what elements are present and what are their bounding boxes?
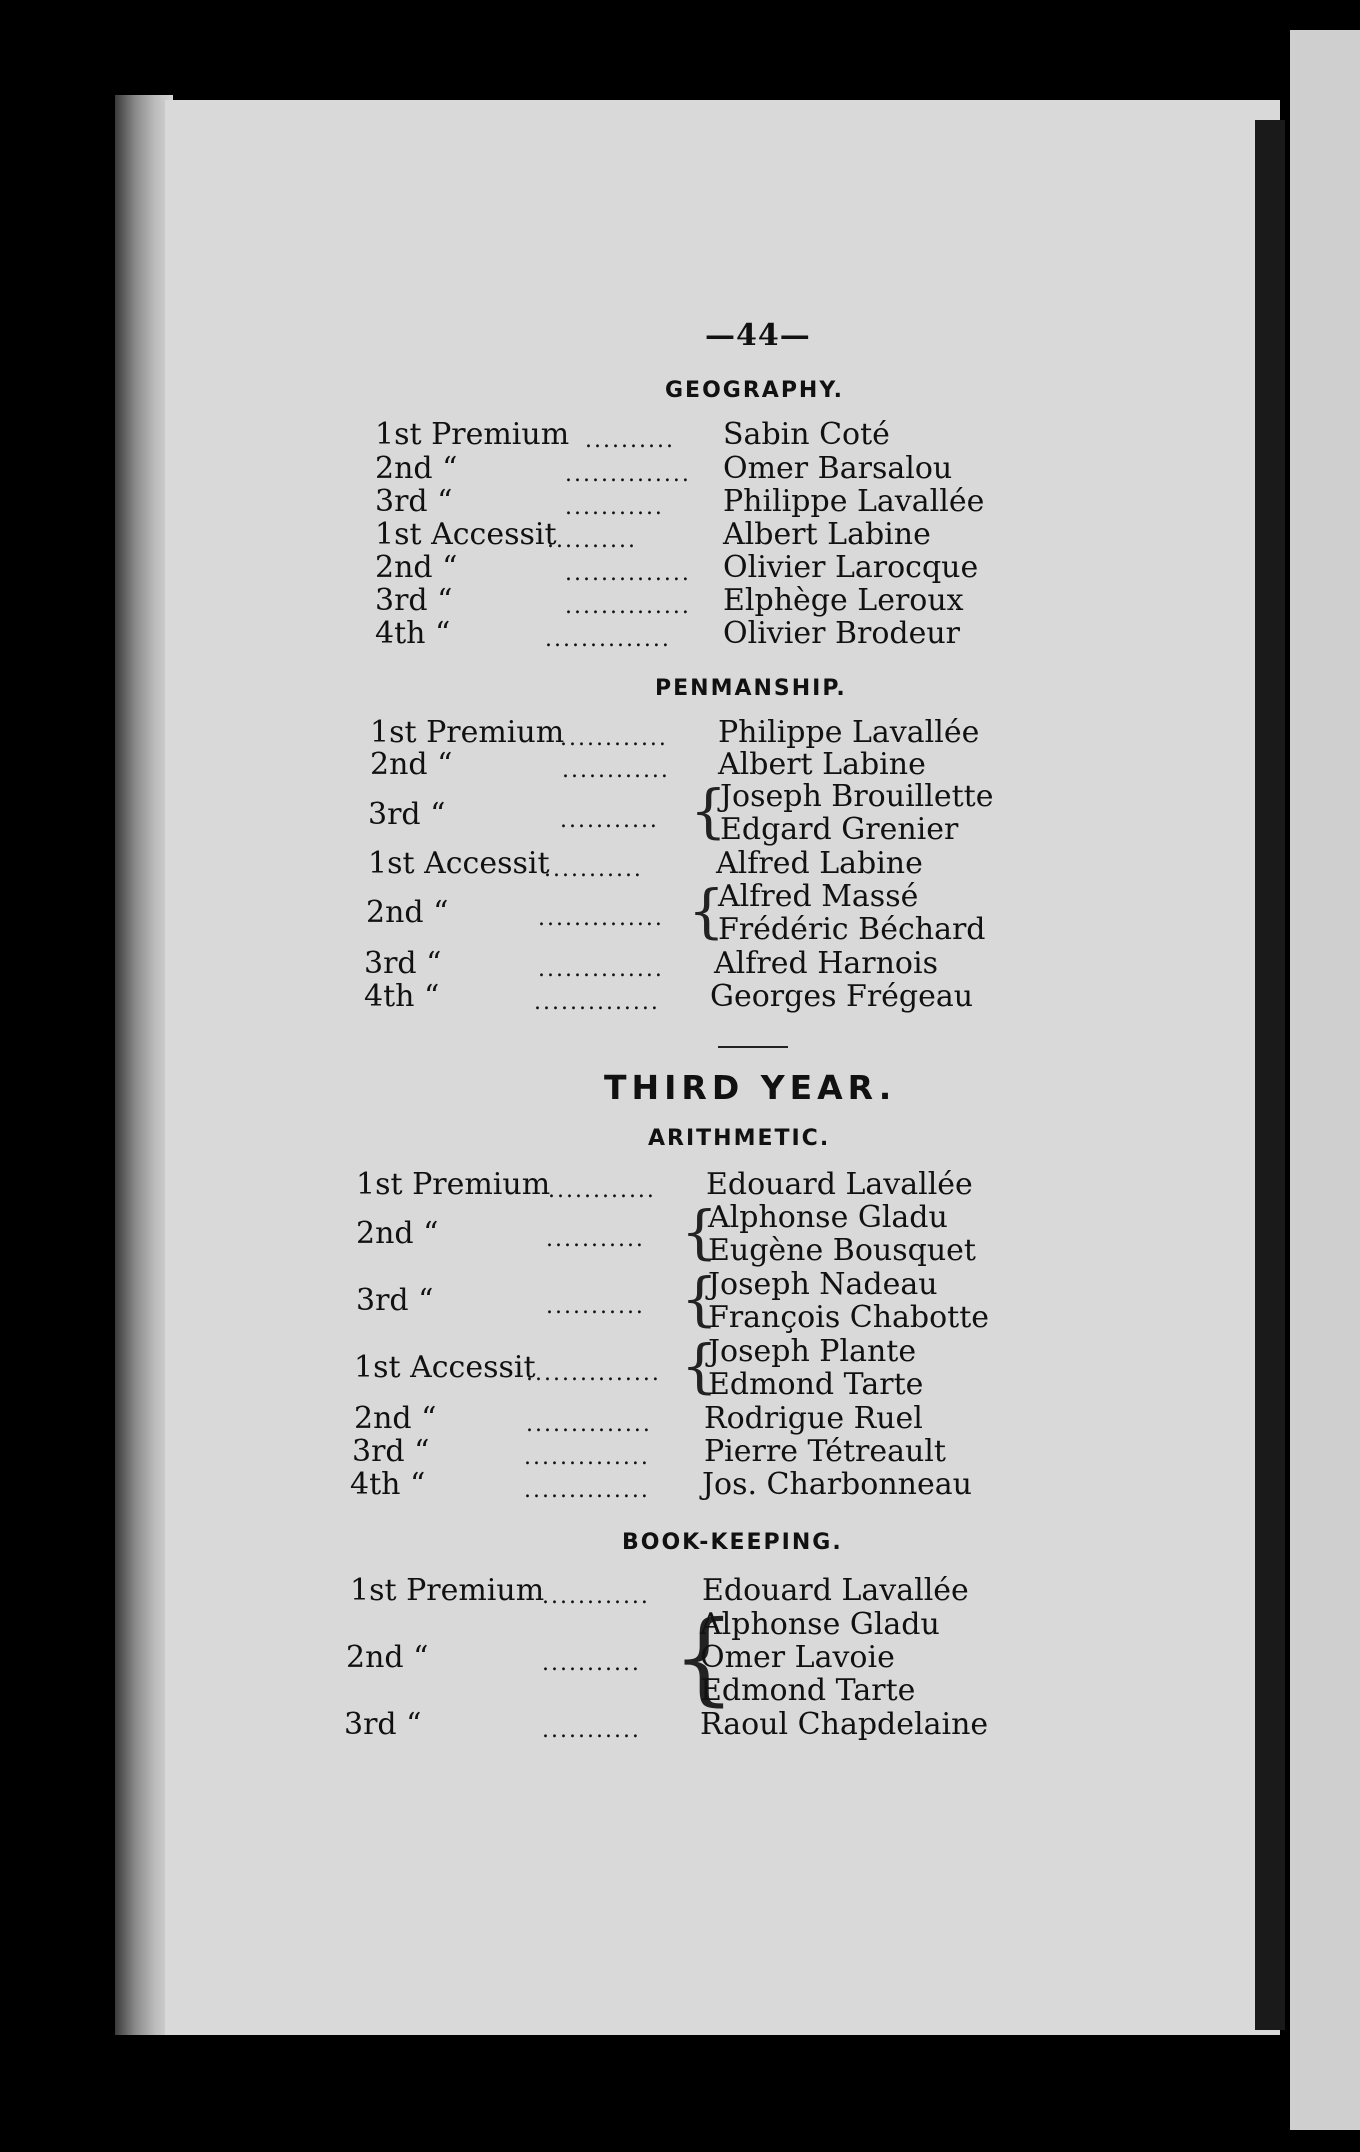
student-name: Joseph Nadeau — [708, 1267, 938, 1302]
grouping-brace: { — [688, 877, 725, 945]
student-name: Edouard Lavallée — [702, 1573, 969, 1608]
section-title-penmanship: PENMANSHIP. — [655, 676, 847, 701]
student-name: Eugène Bousquet — [708, 1233, 976, 1268]
grouping-brace: { — [681, 1265, 718, 1333]
leader-dots: .............. — [524, 1445, 650, 1470]
leader-dots: ........... — [542, 1651, 641, 1676]
page-number: —44— — [705, 318, 811, 353]
rank-label: 1st Premium — [350, 1573, 545, 1608]
rank-label: 3rd “ — [356, 1283, 434, 1318]
leader-dots: ............... — [526, 1361, 661, 1386]
student-name: Omer Barsalou — [723, 451, 953, 486]
leader-dots: ............ — [542, 1584, 650, 1609]
leader-dots: ........... — [546, 1227, 645, 1252]
grouping-brace: { — [672, 1599, 736, 1716]
student-name: Alfred Labine — [716, 846, 923, 881]
rank-label: 4th “ — [350, 1467, 426, 1502]
section-divider — [718, 1046, 788, 1048]
rank-label: 3rd “ — [364, 946, 442, 981]
student-name: Edmond Tarte — [700, 1673, 916, 1708]
leader-dots: .............. — [526, 1412, 652, 1437]
leader-dots: ............ — [548, 1178, 656, 1203]
section-title-arithmetic: ARITHMETIC. — [648, 1126, 831, 1151]
rank-label: 2nd “ — [375, 550, 458, 585]
year-title: THIRD YEAR. — [604, 1068, 897, 1107]
rank-label: 2nd “ — [366, 895, 449, 930]
grouping-brace: { — [681, 1332, 718, 1400]
student-name: François Chabotte — [708, 1300, 990, 1335]
leader-dots: .............. — [545, 627, 671, 652]
student-name: Olivier Larocque — [723, 550, 979, 585]
student-name: Albert Labine — [723, 517, 931, 552]
student-name: Sabin Coté — [723, 417, 890, 452]
student-name: Alfred Harnois — [714, 946, 938, 981]
student-name: Olivier Brodeur — [723, 616, 961, 651]
rank-label: 1st Accessit — [368, 846, 550, 881]
student-name: Alphonse Gladu — [700, 1607, 940, 1642]
student-name: Philippe Lavallée — [723, 484, 985, 519]
leader-dots: .............. — [565, 561, 691, 586]
student-name: Frédéric Béchard — [718, 912, 986, 947]
student-name: Edouard Lavallée — [706, 1167, 973, 1202]
rank-label: 4th “ — [364, 979, 440, 1014]
student-name: Albert Labine — [718, 747, 926, 782]
leader-dots: .............. — [538, 957, 664, 982]
student-name: Alfred Massé — [718, 879, 919, 914]
leader-dots: ........... — [560, 808, 659, 833]
rank-label: 2nd “ — [356, 1216, 439, 1251]
leader-dots: .............. — [534, 990, 660, 1015]
student-name: Omer Lavoie — [700, 1640, 895, 1675]
student-name: Alphonse Gladu — [708, 1200, 948, 1235]
leader-dots: ........... — [544, 857, 643, 882]
rank-label: 3rd “ — [375, 583, 453, 618]
grouping-brace: { — [681, 1198, 718, 1266]
student-name: Philippe Lavallée — [718, 715, 980, 750]
leader-dots: .............. — [565, 462, 691, 487]
student-name: Rodrigue Ruel — [704, 1401, 923, 1436]
rank-label: 1st Accessit — [354, 1350, 536, 1385]
rank-label: 1st Accessit — [375, 517, 557, 552]
section-title-bookkeeping: BOOK-KEEPING. — [622, 1530, 843, 1555]
page-edge — [1255, 120, 1285, 2030]
grouping-brace: { — [690, 777, 727, 845]
rank-label: 4th “ — [375, 616, 451, 651]
student-name: Georges Frégeau — [710, 979, 974, 1014]
rank-label: 1st Premium — [370, 715, 565, 750]
leader-dots: ............ — [560, 726, 668, 751]
rank-label: 2nd “ — [375, 451, 458, 486]
leader-dots: .......... — [585, 428, 675, 453]
leader-dots: .............. — [565, 594, 691, 619]
rank-label: 2nd “ — [370, 747, 453, 782]
rank-label: 3rd “ — [344, 1707, 422, 1742]
rank-label: 2nd “ — [346, 1640, 429, 1675]
student-name: Raoul Chapdelaine — [700, 1707, 989, 1742]
student-name: Elphège Leroux — [723, 583, 964, 618]
student-name: Pierre Tétreault — [704, 1434, 946, 1469]
leader-dots: ............ — [562, 758, 670, 783]
leader-dots: ........... — [565, 495, 664, 520]
student-name: Edgard Grenier — [720, 812, 959, 847]
rank-label: 1st Premium — [356, 1167, 551, 1202]
leader-dots: .............. — [538, 906, 664, 931]
rank-label: 3rd “ — [352, 1434, 430, 1469]
leader-dots: .............. — [524, 1478, 650, 1503]
rank-label: 2nd “ — [354, 1401, 437, 1436]
student-name: Joseph Brouillette — [720, 779, 994, 814]
leader-dots: ........... — [542, 1718, 641, 1743]
rank-label: 3rd “ — [368, 797, 446, 832]
leader-dots: .......... — [547, 528, 637, 553]
leader-dots: ........... — [546, 1294, 645, 1319]
rank-label: 1st Premium — [375, 417, 570, 452]
section-title-geography: GEOGRAPHY. — [665, 378, 844, 403]
student-name: Joseph Plante — [708, 1334, 917, 1369]
rank-label: 3rd “ — [375, 484, 453, 519]
student-name: Edmond Tarte — [708, 1367, 924, 1402]
student-name: Jos. Charbonneau — [702, 1467, 972, 1502]
facing-page — [1290, 30, 1360, 2130]
